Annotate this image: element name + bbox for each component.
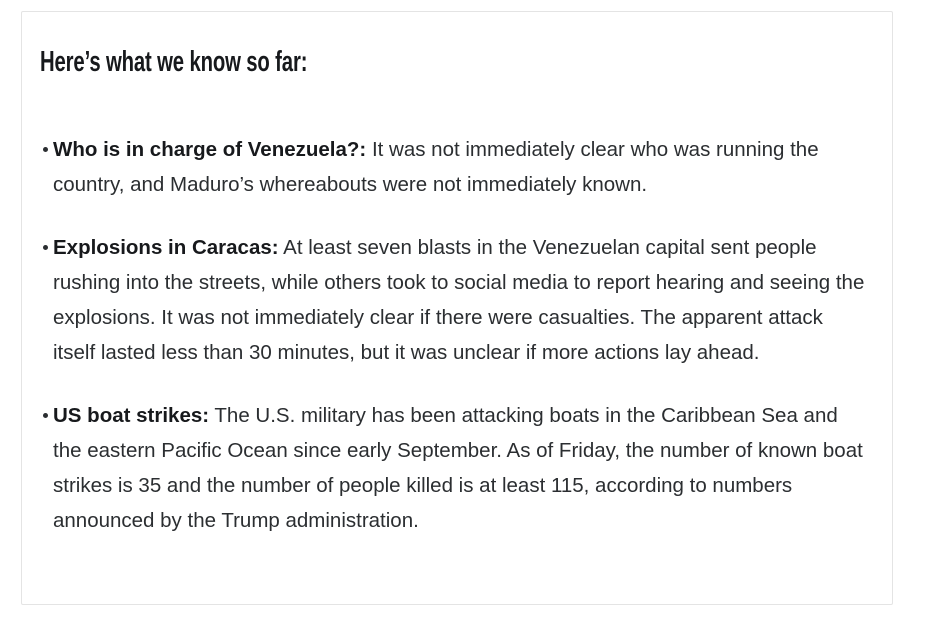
key-points-list (40, 132, 870, 538)
live-update-card (21, 11, 893, 605)
list-item-lead: Explosions in Caracas: (53, 236, 279, 259)
list-item (43, 398, 870, 538)
section-heading: Here’s what we know so far: (40, 46, 308, 78)
list-item-text: The U.S. military has been attacking boats in the Caribbean Sea and the eastern Pacific Ocean since early September. As of Friday, the number of known boat strikes is 35 and the number of people killed is at least 115, according to numbers announced by the Trump administration. (53, 404, 863, 532)
bullet-icon (43, 413, 48, 418)
list-item-text: It was not immediately clear who was running the country, and Maduro’s whereabouts were not immediately known. (53, 138, 819, 196)
list-item-lead: Who is in charge of Venezuela?: (53, 138, 367, 161)
list-item (43, 132, 870, 202)
bullet-icon (43, 245, 48, 250)
list-item (43, 230, 870, 370)
list-item-lead: US boat strikes: (53, 404, 210, 427)
list-item-text: At least seven blasts in the Venezuelan capital sent people rushing into the streets, while others took to social media to report hearing and seeing the explosions. It was not immediately clear if there were casualties. The apparent attack itself lasted less than 30 minutes, but it was unclear if more actions lay ahead. (53, 236, 865, 364)
bullet-icon (43, 147, 48, 152)
